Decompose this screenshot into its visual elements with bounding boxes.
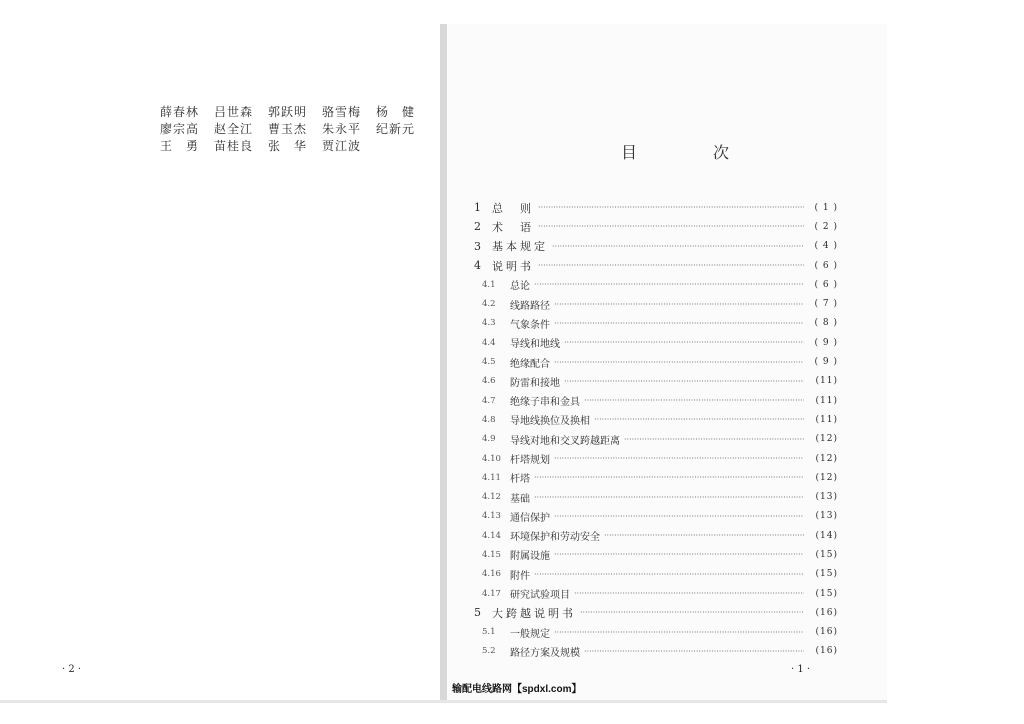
toc-entry-page: (15) — [815, 588, 838, 599]
author-names-row — [160, 138, 420, 155]
toc-entry — [474, 603, 838, 622]
toc-entry — [474, 430, 838, 449]
toc-dot-leader — [554, 300, 804, 309]
toc-entry-label: 说明书 — [492, 259, 534, 273]
author-name: 朱永平 — [322, 122, 362, 136]
toc-entry — [474, 526, 838, 545]
author-name: 薛春林 — [160, 105, 200, 119]
toc-entry-label: 大跨越说明书 — [492, 606, 576, 620]
toc-entry-label: 通信保护 — [510, 512, 550, 524]
author-name: 曹玉杰 — [268, 122, 308, 136]
toc-entry-page: ( 2 ) — [814, 221, 838, 232]
toc-dot-leader — [554, 319, 804, 328]
toc-entry — [474, 449, 838, 468]
toc-dot-leader — [534, 570, 804, 579]
toc-entry-label: 导线对地和交叉跨越距离 — [510, 435, 620, 447]
toc-entry-page: (11) — [815, 376, 838, 387]
author-name: 骆雪梅 — [322, 105, 362, 119]
toc-entry — [474, 391, 838, 410]
toc-dot-leader — [584, 647, 804, 656]
toc-entry-number: 4.8 — [482, 414, 496, 425]
toc-entry — [474, 198, 838, 217]
toc-entry-label: 导地线换位及换相 — [510, 416, 590, 428]
toc-entry-label: 防雷和接地 — [510, 377, 560, 389]
toc-dot-leader — [564, 377, 804, 386]
author-name: 苗桂良 — [214, 139, 254, 153]
toc-title: 目 次 — [621, 143, 760, 162]
toc-entry-number: 4.16 — [482, 569, 501, 580]
page-shadow — [0, 700, 887, 703]
right-page-number: · 1 · — [791, 664, 811, 675]
toc-entry-number: 4.3 — [482, 318, 496, 329]
toc-dot-leader — [554, 512, 804, 521]
toc-entry-page: (12) — [815, 453, 838, 464]
toc-entry-page: (13) — [815, 511, 838, 522]
toc-entry — [474, 294, 838, 313]
author-name: 王 勇 — [160, 139, 200, 153]
toc-dot-leader — [534, 493, 804, 502]
toc-entry — [474, 256, 838, 275]
author-names-row — [160, 121, 420, 138]
toc-entry — [474, 565, 838, 584]
toc-entry — [474, 623, 838, 642]
toc-entry-label: 研究试验项目 — [510, 590, 570, 602]
toc-entry — [474, 410, 838, 429]
author-name: 赵全江 — [214, 122, 254, 136]
toc-entry-label: 路径方案及规模 — [510, 647, 580, 659]
toc-entry-number: 4.5 — [482, 357, 496, 368]
toc-entry-number: 4.10 — [482, 453, 501, 464]
toc-entry-label: 基本规定 — [492, 240, 548, 254]
toc-dot-leader — [538, 222, 804, 231]
toc-entry-page: (14) — [815, 530, 838, 541]
toc-dot-leader — [604, 531, 804, 540]
toc-entry — [474, 642, 838, 661]
toc-entry — [474, 333, 838, 352]
toc-dot-leader — [538, 261, 804, 270]
toc-entry-number: 4.6 — [482, 376, 496, 387]
toc-entry-page: (16) — [815, 627, 838, 638]
toc-entry-page: (12) — [815, 472, 838, 483]
toc-entry-page: (15) — [815, 549, 838, 560]
toc-entry-page: ( 9 ) — [814, 357, 838, 368]
toc-entry-number: 4.15 — [482, 549, 501, 560]
toc-entry — [474, 545, 838, 564]
toc-entry-number: 5 — [474, 606, 481, 620]
toc-entry — [474, 217, 838, 236]
toc-entry-label: 总论 — [510, 281, 530, 293]
toc-entry-number: 5.2 — [482, 646, 496, 657]
toc-entry-number: 4.17 — [482, 588, 501, 599]
toc-entry-page: (13) — [815, 492, 838, 503]
toc-dot-leader — [552, 242, 804, 251]
toc-entry — [474, 372, 838, 391]
toc-entry-page: (11) — [815, 395, 838, 406]
toc-entry-number: 4.7 — [482, 395, 496, 406]
toc-dot-leader — [554, 628, 804, 637]
toc-entry-label: 附属设施 — [510, 551, 550, 563]
toc-entry — [474, 275, 838, 294]
toc-dot-leader — [584, 396, 804, 405]
toc-entry-label: 附件 — [510, 570, 530, 582]
author-name: 杨 健 — [376, 105, 416, 119]
table-of-contents — [474, 198, 838, 661]
toc-entry-label: 术 语 — [492, 220, 534, 234]
toc-dot-leader — [580, 608, 804, 617]
toc-entry — [474, 237, 838, 256]
toc-dot-leader — [554, 550, 804, 559]
toc-entry-label: 绝缘配合 — [510, 358, 550, 370]
toc-entry-number: 4.2 — [482, 299, 496, 310]
toc-entry-number: 4.11 — [482, 472, 501, 483]
toc-dot-leader — [594, 415, 804, 424]
toc-entry — [474, 507, 838, 526]
toc-entry-label: 总 则 — [492, 201, 534, 215]
left-page-number: · 2 · — [62, 664, 82, 675]
toc-dot-leader — [534, 473, 804, 482]
author-name: 廖宗高 — [160, 122, 200, 136]
toc-entry-page: (11) — [815, 414, 838, 425]
toc-entry-label: 线路路径 — [510, 300, 550, 312]
toc-dot-leader — [624, 435, 804, 444]
toc-entry-number: 4.9 — [482, 434, 496, 445]
toc-entry-number: 4 — [474, 259, 481, 273]
site-watermark: 输配电线路网【spdxl.com】 — [452, 684, 582, 695]
toc-entry-page: ( 8 ) — [814, 318, 838, 329]
toc-entry-number: 3 — [474, 239, 481, 253]
toc-entry-label: 绝缘子串和金具 — [510, 397, 580, 409]
toc-entry-label: 气象条件 — [510, 319, 550, 331]
toc-entry — [474, 314, 838, 333]
toc-entry-page: (16) — [815, 607, 838, 618]
toc-entry-number: 5.1 — [482, 627, 496, 638]
toc-dot-leader — [534, 280, 804, 289]
toc-entry — [474, 584, 838, 603]
toc-entry-label: 导线和地线 — [510, 339, 560, 351]
toc-entry-number: 4.4 — [482, 337, 496, 348]
toc-entry-number: 4.1 — [482, 279, 496, 290]
toc-entry-page: ( 9 ) — [814, 337, 838, 348]
toc-dot-leader — [564, 338, 804, 347]
toc-entry-page: ( 7 ) — [814, 299, 838, 310]
author-names — [160, 104, 420, 155]
toc-entry-page: (12) — [815, 434, 838, 445]
author-name: 纪新元 — [376, 122, 416, 136]
author-names-row — [160, 104, 420, 121]
page-gutter — [440, 24, 447, 700]
toc-dot-leader — [538, 203, 804, 212]
toc-dot-leader — [554, 358, 804, 367]
toc-entry — [474, 487, 838, 506]
toc-entry-page: (15) — [815, 569, 838, 580]
author-name: 郭跃明 — [268, 105, 308, 119]
toc-entry — [474, 352, 838, 371]
toc-entry-page: (16) — [815, 646, 838, 657]
toc-entry-number: 4.12 — [482, 492, 501, 503]
toc-entry-number: 2 — [474, 220, 481, 234]
toc-dot-leader — [554, 454, 804, 463]
author-name: 吕世森 — [214, 105, 254, 119]
toc-entry-page: ( 4 ) — [814, 241, 838, 252]
author-name: 贾江波 — [322, 139, 362, 153]
toc-entry-label: 杆塔 — [510, 474, 530, 486]
toc-entry-number: 1 — [474, 201, 481, 215]
toc-entry-page: ( 6 ) — [814, 260, 838, 271]
toc-entry-number: 4.14 — [482, 530, 501, 541]
toc-entry-label: 环境保护和劳动安全 — [510, 532, 600, 544]
toc-entry-number: 4.13 — [482, 511, 501, 522]
toc-entry — [474, 468, 838, 487]
author-name: 张 华 — [268, 139, 308, 153]
toc-entry-page: ( 1 ) — [814, 202, 838, 213]
toc-dot-leader — [574, 589, 804, 598]
toc-entry-page: ( 6 ) — [814, 279, 838, 290]
toc-entry-label: 杆塔规划 — [510, 455, 550, 466]
toc-entry-label: 基础 — [510, 493, 530, 505]
toc-entry-label: 一般规定 — [510, 628, 550, 640]
